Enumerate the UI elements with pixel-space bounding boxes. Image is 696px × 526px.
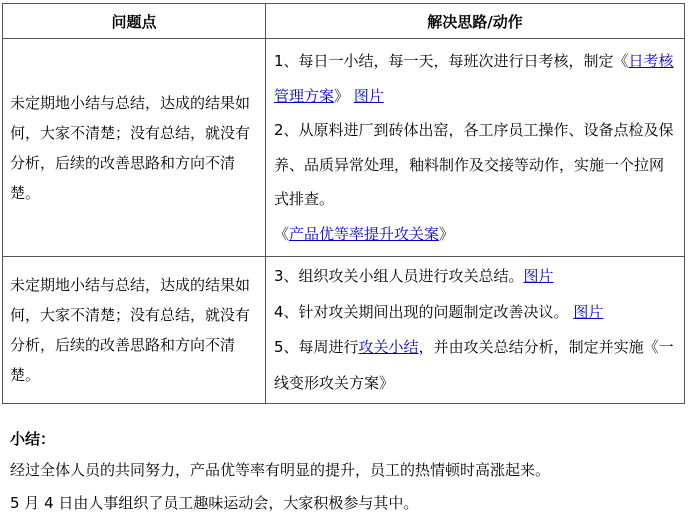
action-text: 》: [334, 86, 350, 105]
picture-link[interactable]: 图片: [353, 86, 384, 105]
action-item-3: [274, 217, 678, 252]
header-solution: 解决思路/动作: [266, 4, 685, 39]
action-item-5: [274, 295, 678, 331]
actions-cell: [266, 257, 685, 404]
table-row: [3, 257, 685, 404]
summary-title: 小结：: [10, 430, 56, 448]
action-text: ，并由攻关总结分析，制定并实施《一线变形攻关方案》: [274, 338, 674, 392]
table-row: [3, 39, 685, 257]
action-item-4: [274, 259, 678, 295]
header-problem: 问题点: [3, 4, 266, 39]
action-text: 4、针对攻关期间出现的问题制定改善决议。: [274, 302, 569, 321]
actions-cell: [266, 39, 685, 257]
problem-solution-table: [2, 3, 685, 404]
problem-cell: 未定期地小结与总结，达成的结果如何，大家不清楚；没有总结，就没有分析，后续的改善思路和方向不清楚。: [3, 257, 266, 404]
action-text: 1、每日一小结，每一天，每班次进行日考核，制定《: [274, 52, 629, 70]
summary-paragraph: 经过全体人员的共同努力，产品优等率有明显的提升，员工的热情顿时高涨起来。: [10, 461, 551, 479]
quality-rate-plan-link[interactable]: 产品优等率提升攻关案: [289, 224, 440, 243]
summary-section: [10, 424, 690, 520]
action-text: 3、组织攻关小组人员进行攻关总结。: [274, 267, 524, 285]
action-item-6: [274, 330, 678, 401]
action-item-2: 2、从原料进厂到砖体出窑，各工序员工操作、设备点检及保养、品质异常处理，釉料制作及交接等动作，实施一个拉网式排查。: [274, 121, 674, 208]
weekly-summary-link[interactable]: 攻关小结: [358, 338, 419, 356]
action-text: 》: [439, 224, 455, 243]
picture-link[interactable]: 图片: [523, 267, 554, 285]
problem-cell: 未定期地小结与总结，达成的结果如何，大家不清楚；没有总结，就没有分析，后续的改善思路和方向不清楚。: [3, 39, 266, 257]
picture-link[interactable]: 图片: [573, 302, 604, 321]
summary-paragraph: 5 月 4 日由人事组织了员工趣味运动会，大家积极参与其中。: [10, 494, 419, 512]
daily-assessment-plan-link[interactable]: 日考核管理方案: [274, 52, 674, 105]
table-header-row: [3, 4, 685, 39]
action-text: 5、每周进行: [274, 338, 359, 356]
action-text: 《: [274, 224, 290, 243]
action-item-1: [274, 44, 678, 113]
